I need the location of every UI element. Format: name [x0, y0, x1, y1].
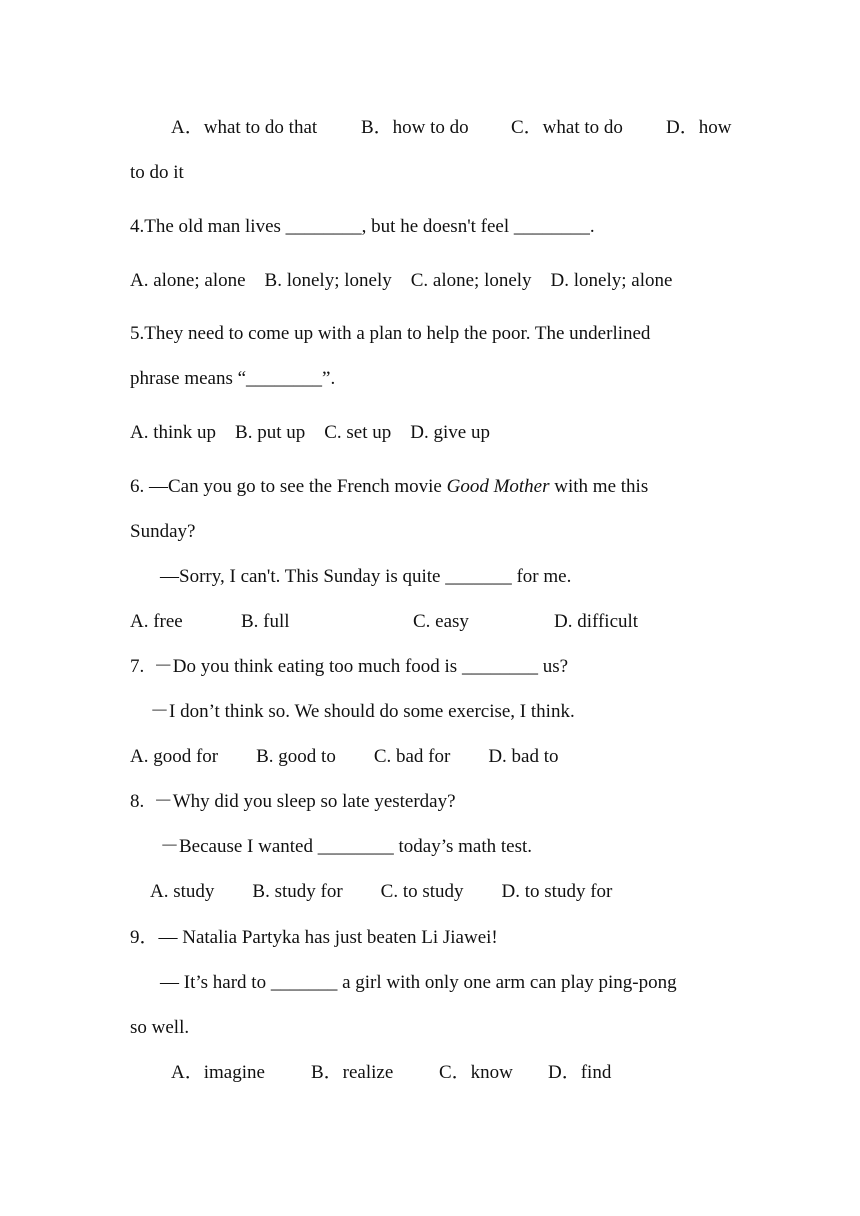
q6-option-c: C. easy: [413, 611, 469, 632]
q6-stem-post: with me this: [549, 476, 649, 497]
q4-options: A. alone; alone B. lonely; lonely C. alone; lonely D. lonely; alone: [130, 270, 673, 291]
q9-reply-line1: — It’s hard to _______ a girl with only one arm can play ping-pong: [160, 972, 677, 993]
q3-option-a: A．what to do that: [171, 117, 318, 138]
q6-stem-line2: Sunday?: [130, 521, 196, 542]
q6-reply: —Sorry, I can't. This Sunday is quite _______ for me.: [160, 566, 572, 587]
q9-stem: 9．— Natalia Partyka has just beaten Li Jiawei!: [130, 927, 498, 948]
q9-reply-line2: so well.: [130, 1017, 190, 1038]
q3-option-c: C．what to do: [511, 117, 623, 138]
q6-option-b: B. full: [241, 611, 290, 632]
q6-option-a: A. free: [130, 611, 183, 632]
q5-stem-line1: 5.They need to come up with a plan to help the poor. The underlined: [130, 323, 651, 344]
q5-stem-line2: phrase means “________”.: [130, 368, 336, 389]
q7-reply: －I don’t think so. We should do some exercise, I think.: [150, 701, 575, 722]
q5-options: A. think up B. put up C. set up D. give up: [130, 422, 490, 443]
q6-stem-pre: 6. —Can you go to see the French movie: [130, 476, 447, 497]
q4-stem: 4.The old man lives ________, but he doesn't feel ________.: [130, 216, 595, 237]
q6-stem-line1: [130, 476, 648, 498]
q3-option-d-continued: to do it: [130, 162, 184, 183]
q6-option-d: D. difficult: [554, 611, 639, 632]
q8-reply: －Because I wanted ________ today’s math test.: [160, 836, 533, 857]
q9-option-d: D．find: [548, 1062, 612, 1083]
q6-movie-title: Good Mother: [446, 476, 550, 497]
q3-option-d: D．how: [666, 117, 732, 138]
q8-stem: 8. －Why did you sleep so late yesterday?: [130, 791, 456, 812]
q9-option-a: A．imagine: [171, 1062, 265, 1083]
q9-option-b: B．realize: [311, 1062, 394, 1083]
q7-options: A. good for B. good to C. bad for D. bad to: [130, 746, 559, 767]
q3-option-b: B．how to do: [361, 117, 469, 138]
q7-stem: 7. －Do you think eating too much food is ________ us?: [130, 656, 569, 677]
q8-options: A. study B. study for C. to study D. to study for: [150, 881, 613, 902]
q9-option-c: C．know: [439, 1062, 513, 1083]
